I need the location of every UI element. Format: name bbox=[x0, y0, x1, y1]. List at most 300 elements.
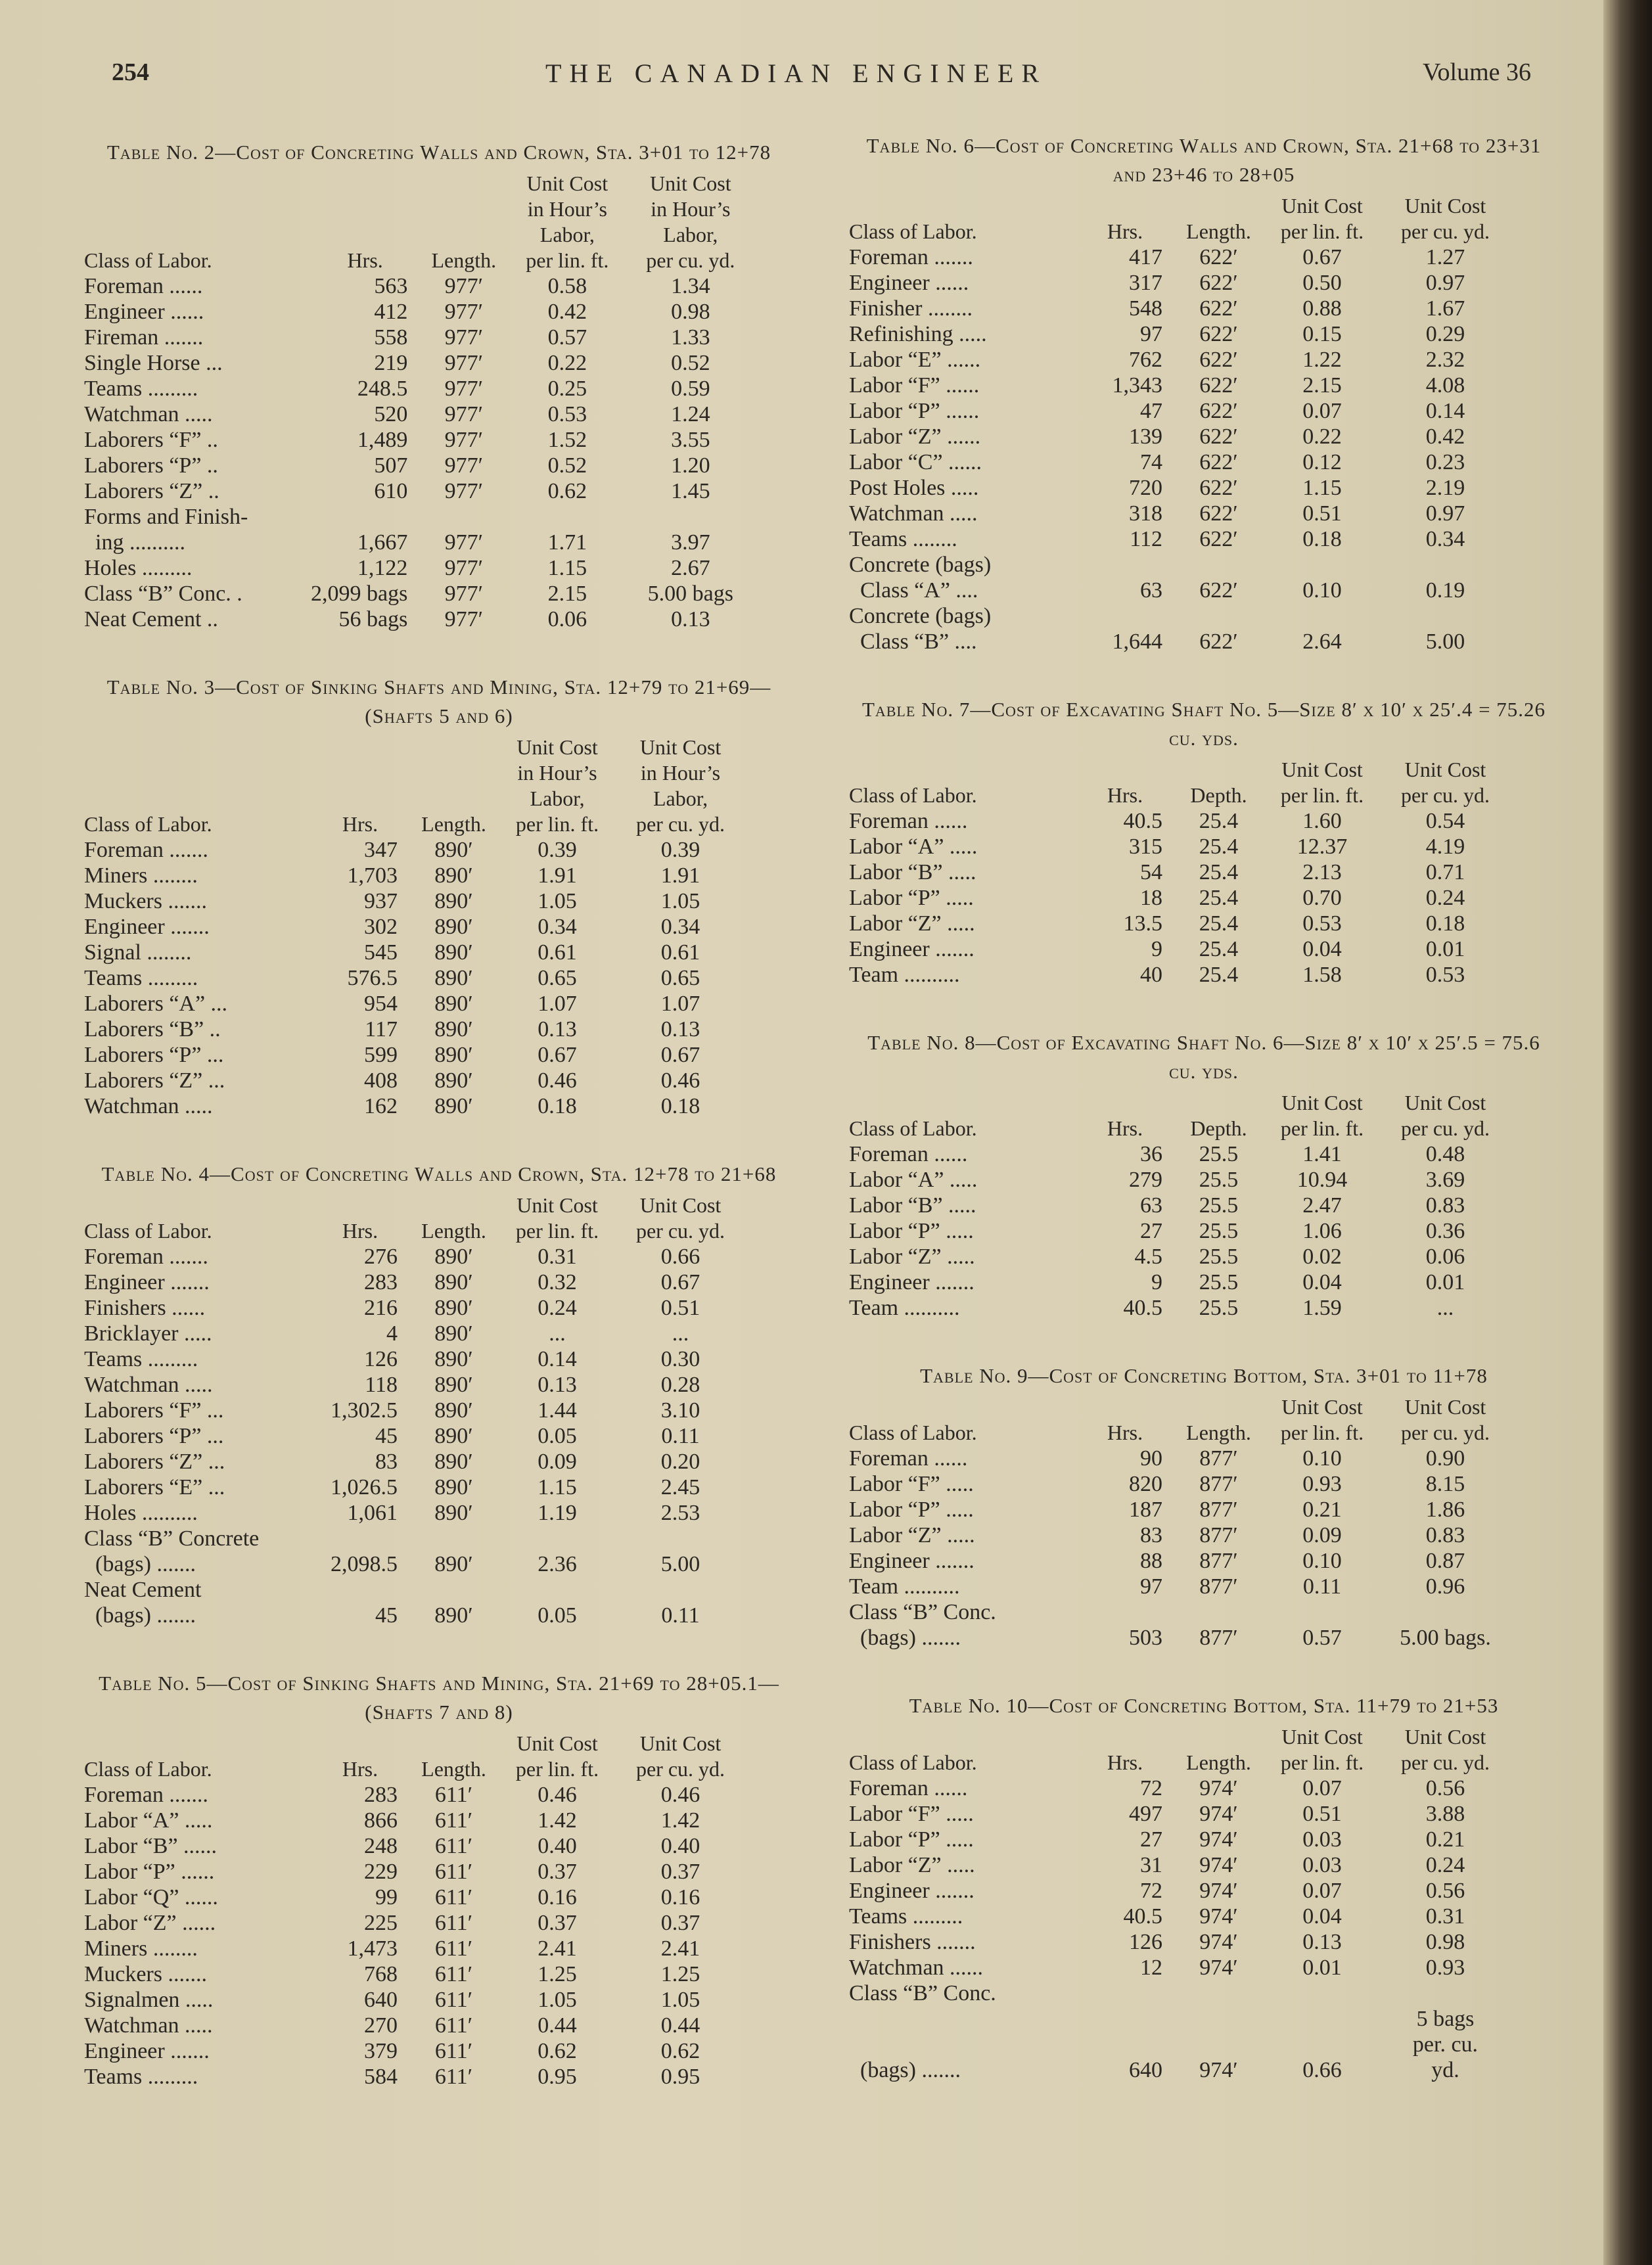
cell-value: 25.4 bbox=[1199, 886, 1239, 910]
table-row bbox=[849, 526, 1509, 552]
table-row bbox=[849, 373, 1509, 398]
cell-value: 0.51 bbox=[1302, 1802, 1342, 1826]
cell-value: 2.36 bbox=[538, 1552, 577, 1576]
table-row bbox=[84, 1423, 745, 1449]
cell-value: 611′ bbox=[434, 1808, 473, 1833]
table-row bbox=[849, 1471, 1509, 1497]
cell-value bbox=[1263, 1980, 1381, 2006]
cell-value: 611′ bbox=[434, 2065, 473, 2089]
cell-value: 974′ bbox=[1199, 1827, 1238, 1852]
column-header: Unit Cost per cu. yd. bbox=[635, 1731, 725, 1781]
cell-value: 877′ bbox=[1199, 1523, 1238, 1547]
row-label: Labor “Q” ...... bbox=[84, 1885, 218, 1910]
cell-value: 974′ bbox=[1199, 2058, 1238, 2082]
header-row bbox=[84, 171, 754, 273]
cell-value: 974′ bbox=[1199, 1853, 1238, 1877]
table-row bbox=[84, 940, 745, 965]
row-label: Laborers “Z” ... bbox=[84, 1068, 225, 1093]
row-label: Class “B” Conc. bbox=[849, 1600, 996, 1624]
cell-value: 622′ bbox=[1199, 296, 1238, 321]
cell-value: 977′ bbox=[444, 274, 484, 298]
column-header: Class of Labor. bbox=[849, 1421, 977, 1444]
cell-value: 0.24 bbox=[1425, 886, 1465, 910]
table-title: Table No. 3—Cost of Sinking Shafts and Mining, Sta. 12+79 to 21+69—(Shafts 5 and 6) bbox=[106, 675, 771, 727]
cell-value: 611′ bbox=[434, 2039, 473, 2063]
row-label: Labor “A” ..... bbox=[849, 1168, 978, 1192]
cell-value: 768 bbox=[364, 1962, 398, 1986]
cell-value: 1,667 bbox=[357, 530, 408, 555]
table-row bbox=[849, 270, 1509, 296]
cell-value: 0.24 bbox=[538, 1296, 577, 1320]
cell-value: 2.45 bbox=[660, 1475, 700, 1499]
cell-value: 2.64 bbox=[1302, 629, 1342, 654]
cell-value: 417 bbox=[1129, 245, 1162, 269]
cell-value: 0.42 bbox=[547, 300, 587, 324]
cell-value: 1.06 bbox=[1302, 1219, 1342, 1243]
row-label: Teams ......... bbox=[84, 2065, 198, 2089]
column-header: Depth. bbox=[1190, 783, 1247, 807]
cell-value: 0.88 bbox=[1302, 296, 1342, 321]
cell-value: 977′ bbox=[444, 351, 484, 375]
cell-value: 890′ bbox=[434, 1424, 473, 1448]
cell-value: 2.53 bbox=[660, 1501, 700, 1525]
book-spine bbox=[1603, 0, 1652, 2265]
row-label: Foreman ...... bbox=[849, 1776, 968, 1800]
cell-value: 12 bbox=[1140, 1956, 1162, 1980]
table-row bbox=[84, 1398, 745, 1423]
cell-value: 229 bbox=[364, 1860, 398, 1884]
cell-value bbox=[409, 1526, 498, 1551]
row-label: Teams ......... bbox=[84, 377, 198, 401]
cell-value: 0.44 bbox=[660, 2013, 700, 2038]
row-label: Laborers “P” ... bbox=[84, 1424, 224, 1448]
cell-value: 0.22 bbox=[1302, 424, 1342, 449]
table-row bbox=[849, 1244, 1509, 1270]
table-row bbox=[849, 1878, 1509, 1904]
table-row bbox=[849, 1497, 1509, 1522]
cell-value: 72 bbox=[1140, 1879, 1162, 1903]
table-row bbox=[849, 1141, 1509, 1167]
cell-value: 0.11 bbox=[661, 1424, 700, 1448]
cell-value: 611′ bbox=[434, 1885, 473, 1910]
cell-value: 0.24 bbox=[1425, 1853, 1465, 1877]
cell-value: 225 bbox=[364, 1911, 398, 1935]
cell-value bbox=[1381, 1599, 1509, 1625]
cell-value: 0.18 bbox=[538, 1094, 577, 1118]
cell-value: 890′ bbox=[434, 915, 473, 939]
cell-value: 890′ bbox=[434, 863, 473, 888]
column-header: Length. bbox=[421, 1219, 486, 1243]
column-header: Hrs. bbox=[342, 1757, 379, 1781]
cell-value: 558 bbox=[374, 325, 408, 350]
column-header: Length. bbox=[431, 248, 497, 272]
cell-value: 2.13 bbox=[1302, 860, 1342, 884]
table-row bbox=[84, 427, 754, 453]
cell-value: 0.95 bbox=[660, 2065, 700, 2089]
table-row bbox=[84, 1577, 745, 1603]
row-label: Foreman ...... bbox=[849, 1446, 968, 1471]
cell-value: ... bbox=[1436, 1296, 1454, 1320]
cell-value: 97 bbox=[1140, 1574, 1162, 1599]
table-row bbox=[84, 1093, 745, 1119]
cost-table bbox=[849, 1691, 1559, 2083]
cell-value: 0.96 bbox=[1425, 1574, 1465, 1599]
cell-value: 0.07 bbox=[1302, 399, 1342, 423]
cell-value: 890′ bbox=[434, 992, 473, 1016]
cell-value: 0.39 bbox=[538, 838, 577, 862]
cell-value: 890′ bbox=[434, 1552, 473, 1576]
cell-value: 0.01 bbox=[1425, 1270, 1465, 1294]
cell-value: 0.52 bbox=[547, 453, 587, 478]
cell-value: 622′ bbox=[1199, 527, 1238, 551]
cell-value: 890′ bbox=[434, 1245, 473, 1269]
cell-value: 283 bbox=[364, 1270, 398, 1294]
cell-value: 0.40 bbox=[538, 1834, 577, 1858]
cost-table bbox=[849, 131, 1559, 654]
column-header: Hrs. bbox=[347, 248, 383, 272]
cell-value: 2.47 bbox=[1302, 1193, 1342, 1218]
cell-value: 890′ bbox=[434, 1603, 473, 1628]
table-row bbox=[84, 1526, 745, 1551]
cell-value: 0.67 bbox=[660, 1270, 700, 1294]
cell-value: 36 bbox=[1140, 1142, 1162, 1166]
table-title: Table No. 7—Cost of Excavating Shaft No. 5—Size 8′ x 10′ x 25′.4 = 75.26 cu. yds. bbox=[861, 698, 1546, 750]
cell-value: 974′ bbox=[1199, 1802, 1238, 1826]
cell-value: 0.51 bbox=[660, 1296, 700, 1320]
cell-value: 611′ bbox=[434, 1860, 473, 1884]
cell-value: 0.93 bbox=[1302, 1472, 1342, 1496]
cell-value: 248 bbox=[364, 1834, 398, 1858]
cell-value: 0.09 bbox=[538, 1450, 577, 1474]
row-label: Single Horse ... bbox=[84, 351, 223, 375]
cell-value: 117 bbox=[365, 1017, 398, 1041]
cell-value: 1.22 bbox=[1302, 348, 1342, 372]
cell-value: 0.40 bbox=[660, 1834, 700, 1858]
cell-value: 40 bbox=[1140, 963, 1162, 987]
cell-value: 318 bbox=[1129, 501, 1162, 526]
cell-value: 0.34 bbox=[1425, 527, 1465, 551]
cell-value: 1.24 bbox=[671, 402, 710, 426]
cell-value: 0.30 bbox=[660, 1347, 700, 1371]
cell-value: 0.04 bbox=[1302, 1904, 1342, 1929]
cell-value: 720 bbox=[1129, 476, 1162, 500]
row-label: Labor “F” ...... bbox=[849, 373, 980, 398]
table-row bbox=[84, 1017, 745, 1042]
cell-value: 977′ bbox=[444, 428, 484, 452]
cell-value: 503 bbox=[1129, 1626, 1162, 1650]
column-header: Unit Cost per lin. ft. bbox=[1280, 1725, 1364, 1774]
row-label: Finisher ........ bbox=[849, 296, 973, 321]
cell-value: 162 bbox=[364, 1094, 398, 1118]
cell-value: 1.19 bbox=[538, 1501, 577, 1525]
table-row bbox=[84, 1603, 745, 1628]
cell-value: 0.56 bbox=[1425, 1776, 1465, 1800]
cell-value: 25.4 bbox=[1199, 809, 1239, 833]
cell-value: 4.19 bbox=[1425, 835, 1465, 859]
cell-value: 0.58 bbox=[547, 274, 587, 298]
cell-value: 0.97 bbox=[1425, 271, 1465, 295]
cell-value: 877′ bbox=[1199, 1626, 1238, 1650]
table-row bbox=[84, 504, 754, 530]
row-label: Engineer ....... bbox=[849, 1270, 975, 1294]
table-row bbox=[84, 478, 754, 504]
cell-value: 0.18 bbox=[1425, 911, 1465, 936]
cell-value: 0.61 bbox=[660, 940, 700, 965]
row-label: Laborers “F” ... bbox=[84, 1398, 224, 1423]
cell-value: 56 bags bbox=[338, 607, 408, 631]
row-label: Labor “Z” ...... bbox=[84, 1911, 216, 1935]
row-label: Team .......... bbox=[849, 1296, 960, 1320]
cell-value: 0.13 bbox=[1302, 1930, 1342, 1954]
cell-value: 25.4 bbox=[1199, 860, 1239, 884]
row-label: (bags) ....... bbox=[849, 2058, 961, 2082]
cell-value: 977′ bbox=[444, 402, 484, 426]
table-row bbox=[84, 581, 754, 606]
cell-value: 974′ bbox=[1199, 1776, 1238, 1800]
cell-value: 622′ bbox=[1199, 271, 1238, 295]
cost-table bbox=[84, 1160, 794, 1628]
cell-value: 40.5 bbox=[1123, 809, 1162, 833]
table-row bbox=[84, 1346, 745, 1372]
row-label: Labor “Z” ..... bbox=[849, 1245, 975, 1269]
table-row bbox=[849, 603, 1509, 629]
cell-value: 0.22 bbox=[547, 351, 587, 375]
cell-value bbox=[311, 504, 419, 530]
cell-value: 2,098.5 bbox=[331, 1552, 398, 1576]
column-header: Length. bbox=[421, 812, 486, 836]
cell-value: 611′ bbox=[434, 2013, 473, 2038]
cell-value: 248.5 bbox=[357, 377, 408, 401]
cell-value: 45 bbox=[375, 1424, 398, 1448]
cell-value: 1.34 bbox=[671, 274, 710, 298]
column-header: Class of Labor. bbox=[84, 1757, 212, 1781]
table-row bbox=[849, 2006, 1509, 2083]
cell-value: 1.41 bbox=[1302, 1142, 1342, 1166]
cell-value: 0.52 bbox=[671, 351, 710, 375]
table-title: Table No. 10—Cost of Concreting Bottom, Sta. 11+79 to 21+53 bbox=[909, 1694, 1499, 1717]
row-label: Labor “F” ..... bbox=[849, 1472, 974, 1496]
table-row bbox=[849, 1929, 1509, 1955]
table-row bbox=[849, 834, 1509, 859]
row-label: Labor “B” ...... bbox=[84, 1834, 218, 1858]
cell-value: 112 bbox=[1130, 527, 1162, 551]
table-row bbox=[849, 1574, 1509, 1599]
column-header: Unit Cost in Hour’s Labor, per lin. ft. bbox=[515, 735, 599, 836]
cell-value bbox=[616, 1526, 745, 1551]
cell-value bbox=[1174, 603, 1263, 629]
column-header: Class of Labor. bbox=[849, 1116, 977, 1140]
cell-value: 0.37 bbox=[538, 1860, 577, 1884]
table-row bbox=[84, 350, 754, 376]
cell-value bbox=[1263, 1599, 1381, 1625]
table-row bbox=[849, 475, 1509, 501]
cell-value: 0.46 bbox=[538, 1068, 577, 1093]
cell-value: 0.03 bbox=[1302, 1853, 1342, 1877]
cell-value: 74 bbox=[1140, 450, 1162, 474]
cell-value: 1.44 bbox=[538, 1398, 577, 1423]
cell-value: 507 bbox=[374, 453, 408, 478]
cell-value: 1.15 bbox=[1302, 476, 1342, 500]
row-label: Laborers “F” .. bbox=[84, 428, 218, 452]
column-header: Class of Labor. bbox=[84, 248, 212, 272]
cell-value: 622′ bbox=[1199, 245, 1238, 269]
cell-value: 0.21 bbox=[1302, 1498, 1342, 1522]
cell-value: 0.61 bbox=[538, 940, 577, 965]
cell-value: 0.65 bbox=[660, 966, 700, 990]
cell-value: 2.19 bbox=[1425, 476, 1465, 500]
cell-value: 270 bbox=[364, 2013, 398, 2038]
page-header bbox=[85, 58, 1531, 97]
left-column bbox=[84, 138, 794, 2130]
cell-value: 0.14 bbox=[1425, 399, 1465, 423]
cell-value: 4.08 bbox=[1425, 373, 1465, 398]
cell-value: 0.66 bbox=[660, 1245, 700, 1269]
cell-value: 548 bbox=[1129, 296, 1162, 321]
cell-value: 1.59 bbox=[1302, 1296, 1342, 1320]
cell-value: 0.06 bbox=[1425, 1245, 1465, 1269]
column-header: Hrs. bbox=[1107, 1116, 1143, 1140]
cell-value bbox=[1381, 1980, 1509, 2006]
cell-value: 0.67 bbox=[538, 1043, 577, 1067]
table-row bbox=[849, 449, 1509, 475]
table-row bbox=[849, 398, 1509, 424]
table-title: Table No. 2—Cost of Concreting Walls and Crown, Sta. 3+01 to 12+78 bbox=[106, 141, 771, 164]
cell-value: 1.15 bbox=[547, 556, 587, 580]
cell-value: 63 bbox=[1140, 578, 1162, 603]
cell-value: 0.53 bbox=[1302, 911, 1342, 936]
cell-value bbox=[1076, 552, 1174, 578]
cell-value: 0.04 bbox=[1302, 1270, 1342, 1294]
cell-value: 2.15 bbox=[547, 582, 587, 606]
cell-value: 890′ bbox=[434, 966, 473, 990]
row-label: Labor “B” ..... bbox=[849, 1193, 976, 1218]
cell-value: 1.05 bbox=[660, 1988, 700, 2012]
cell-value bbox=[1381, 603, 1509, 629]
cell-value: 276 bbox=[364, 1245, 398, 1269]
table-row bbox=[849, 1775, 1509, 1801]
cell-value: 610 bbox=[374, 479, 408, 503]
cell-value: 412 bbox=[374, 300, 408, 324]
cell-value: 1.86 bbox=[1425, 1498, 1465, 1522]
cell-value: 27 bbox=[1140, 1219, 1162, 1243]
cell-value: 47 bbox=[1140, 399, 1162, 423]
cell-value: 25.5 bbox=[1199, 1168, 1239, 1192]
cell-value: 622′ bbox=[1199, 450, 1238, 474]
cell-value: 45 bbox=[375, 1603, 398, 1628]
cell-value: 0.20 bbox=[660, 1450, 700, 1474]
cell-value: 1.07 bbox=[538, 992, 577, 1016]
table-row bbox=[849, 1446, 1509, 1471]
table-row bbox=[84, 401, 754, 427]
cell-value: 2.15 bbox=[1302, 373, 1342, 398]
table-title: Table No. 5—Cost of Sinking Shafts and Mining, Sta. 21+69 to 28+05.1—(Shafts 7 and 8) bbox=[99, 1672, 779, 1724]
row-label: Labor “P” ...... bbox=[84, 1860, 215, 1884]
header-row bbox=[849, 1394, 1509, 1446]
table-title: Table No. 8—Cost of Excavating Shaft No. 6—Size 8′ x 10′ x 25′.5 = 75.6 cu. yds. bbox=[867, 1031, 1540, 1083]
table-row bbox=[84, 1833, 745, 1859]
cell-value: 0.02 bbox=[1302, 1245, 1342, 1269]
header-row bbox=[84, 1731, 745, 1782]
column-header: Hrs. bbox=[342, 812, 379, 836]
column-header: Unit Cost per cu. yd. bbox=[1400, 194, 1490, 243]
row-label: Foreman ....... bbox=[84, 1245, 208, 1269]
table-row bbox=[84, 1782, 745, 1808]
cell-value bbox=[1263, 603, 1381, 629]
cell-value: 90 bbox=[1140, 1446, 1162, 1471]
cell-value: 1,026.5 bbox=[331, 1475, 398, 1499]
table-row bbox=[84, 2013, 745, 2038]
cell-value: 890′ bbox=[434, 1475, 473, 1499]
cell-value: 0.51 bbox=[1302, 501, 1342, 526]
row-label: Laborers “P” .. bbox=[84, 453, 218, 478]
cell-value: 2.41 bbox=[660, 1936, 700, 1961]
cell-value bbox=[1174, 1599, 1263, 1625]
table-row bbox=[849, 808, 1509, 834]
cell-value: 0.57 bbox=[1302, 1626, 1342, 1650]
column-header: Hrs. bbox=[342, 1219, 379, 1243]
table-row bbox=[84, 1936, 745, 1961]
cell-value: 622′ bbox=[1199, 322, 1238, 346]
cell-value: 4 bbox=[386, 1321, 398, 1346]
cell-value bbox=[616, 1577, 745, 1603]
cell-value: 317 bbox=[1129, 271, 1162, 295]
cell-value: 1,061 bbox=[347, 1501, 398, 1525]
cell-value: 0.62 bbox=[538, 2039, 577, 2063]
cell-value: 0.10 bbox=[1302, 578, 1342, 603]
cell-value: 0.83 bbox=[1425, 1523, 1465, 1547]
row-label: Laborers “Z” .. bbox=[84, 479, 219, 503]
cell-value bbox=[419, 504, 508, 530]
cell-value bbox=[409, 1577, 498, 1603]
cell-value: 977′ bbox=[444, 377, 484, 401]
cell-value: 0.13 bbox=[538, 1373, 577, 1397]
table-title: Table No. 6—Cost of Concreting Walls and Crown, Sta. 21+68 to 23+31 and 23+46 to 28+05 bbox=[866, 134, 1542, 186]
cell-value: 974′ bbox=[1199, 1904, 1238, 1929]
cell-value: 622′ bbox=[1199, 501, 1238, 526]
cell-value: 974′ bbox=[1199, 1930, 1238, 1954]
table-row bbox=[84, 1551, 745, 1577]
table-row bbox=[849, 1270, 1509, 1295]
row-label: Foreman ....... bbox=[84, 838, 208, 862]
cell-value: 622′ bbox=[1199, 476, 1238, 500]
cell-value: 0.05 bbox=[538, 1603, 577, 1628]
column-header: Unit Cost per lin. ft. bbox=[515, 1731, 599, 1781]
cell-value: 4.5 bbox=[1134, 1245, 1162, 1269]
cell-value: 611′ bbox=[434, 1783, 473, 1807]
cell-value: 54 bbox=[1140, 860, 1162, 884]
cell-value: 890′ bbox=[434, 1296, 473, 1320]
table-row bbox=[849, 321, 1509, 347]
row-label: Watchman ...... bbox=[849, 1956, 984, 1980]
magazine-title: THE CANADIAN ENGINEER bbox=[545, 58, 1047, 88]
cell-value: 890′ bbox=[434, 1017, 473, 1041]
cell-value: 118 bbox=[365, 1373, 398, 1397]
cell-value: 0.70 bbox=[1302, 886, 1342, 910]
cell-value: 1.20 bbox=[671, 453, 710, 478]
cell-value: 0.44 bbox=[538, 2013, 577, 2038]
row-label: Team .......... bbox=[849, 963, 960, 987]
table-row bbox=[84, 376, 754, 401]
cell-value: 2.67 bbox=[671, 556, 710, 580]
cell-value: 99 bbox=[375, 1885, 398, 1910]
cell-value: 640 bbox=[364, 1988, 398, 2012]
column-header: Class of Labor. bbox=[849, 219, 977, 243]
cell-value: 0.01 bbox=[1302, 1956, 1342, 1980]
cell-value: 0.16 bbox=[660, 1885, 700, 1910]
cell-value: 0.39 bbox=[660, 838, 700, 862]
table-row bbox=[849, 347, 1509, 373]
row-label: Muckers ....... bbox=[84, 1962, 207, 1986]
